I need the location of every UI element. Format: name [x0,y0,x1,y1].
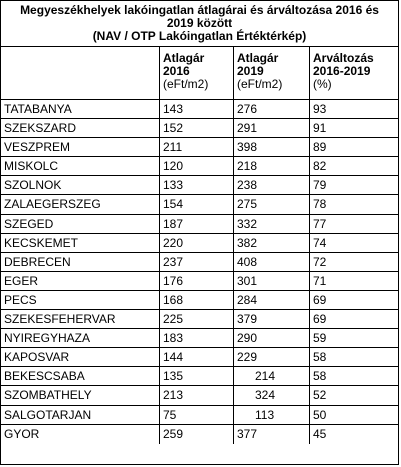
cell-change: 82 [313,159,327,174]
cell-city: PECS [1,291,160,309]
table-row [1,329,398,348]
table-body [1,100,398,444]
cell-price-2019: 275 [234,195,310,213]
cell-city: SZEGED [1,215,160,233]
table-row [1,253,398,272]
cell-change: 45 [313,426,327,441]
cell-change: 69 [313,292,327,307]
cell-change: 89 [313,140,327,155]
table-row [1,406,398,425]
cell-price-2019: 408 [234,253,310,271]
cell-change: 71 [313,273,327,288]
header-change-line2: 2016-2019 [313,64,371,78]
cell-price-2016: 143 [160,100,234,118]
cell-change: 58 [313,369,327,384]
cell-price-2016: 152 [160,119,234,137]
header-price-2019-unit: (eFt/m2) [237,77,283,91]
cell-city: GYOR [1,425,160,444]
cell-price-2016: 259 [160,425,234,444]
cell-price-2016: 211 [160,138,234,156]
cell-city: TATABANYA [1,100,160,118]
cell-city: SALGOTARJAN [1,406,160,424]
cell-change: 74 [313,235,327,250]
table-row [1,176,398,195]
cell-price-2019: 229 [234,348,310,366]
header-change-line1: Arváltozás [313,51,374,65]
cell-price-2016: 176 [160,272,234,290]
cell-change: 78 [313,197,327,212]
header-price-2016-line1: Atlagár [163,51,205,65]
cell-price-2019: 379 [234,310,310,328]
header-price-2019-line2: 2019 [237,64,264,78]
table-row [1,157,398,176]
title-line-3: (NAV / OTP Lakóingatlan Értéktérkép) [92,29,307,43]
cell-city: DEBRECEN [1,253,160,271]
title-line-1: Megyeszékhelyek lakóingatlan átlagárai és árváltozása 2016 és [20,3,379,17]
cell-city: VESZPREM [1,138,160,156]
cell-change: 69 [313,312,327,327]
cell-change: 93 [313,102,327,116]
table-row [1,291,398,310]
cell-change: 91 [313,121,327,136]
cell-price-2016: 144 [160,348,234,366]
table-title [1,1,398,47]
cell-price-2016: 225 [160,310,234,328]
cell-price-2019: 377 [234,425,310,444]
header-change-unit: (%) [313,77,332,91]
cell-city: SZOLNOK [1,176,160,194]
table-row [1,272,398,291]
header-change [310,47,398,99]
cell-price-2019: 284 [234,291,310,309]
cell-price-2019: 238 [234,176,310,194]
cell-price-2016: 237 [160,253,234,271]
header-price-2019 [234,47,310,99]
table-row [1,310,398,329]
cell-price-2019: 214 [234,367,310,385]
cell-price-2016: 220 [160,234,234,252]
table-row [1,195,398,214]
cell-city: ZALAEGERSZEG [1,195,160,213]
cell-city: SZEKESFEHERVAR [1,310,160,328]
header-price-2016-unit: (eFt/m2) [163,77,209,91]
cell-city: SZEKSZARD [1,119,160,137]
table-row [1,119,398,138]
table-header [1,47,398,100]
cell-change: 58 [313,350,327,365]
cell-price-2016: 75 [160,406,234,424]
cell-price-2016: 213 [160,386,234,404]
cell-price-2016: 120 [160,157,234,175]
cell-city: MISKOLC [1,157,160,175]
cell-city: KAPOSVAR [1,348,160,366]
table-row [1,100,398,119]
cell-price-2019: 290 [234,329,310,347]
cell-price-2019: 398 [234,138,310,156]
cell-price-2019: 382 [234,234,310,252]
title-line-2: 2019 között [166,16,233,30]
cell-city: KECSKEMET [1,234,160,252]
cell-price-2019: 276 [234,100,310,118]
cell-change: 77 [313,216,327,231]
cell-price-2019: 332 [234,215,310,233]
table-row [1,386,398,405]
cell-price-2019: 301 [234,272,310,290]
cell-city: SZOMBATHELY [1,386,160,404]
table-row [1,425,398,444]
cell-price-2016: 187 [160,215,234,233]
header-price-2019-line1: Atlagár [237,51,279,65]
cell-price-2016: 135 [160,367,234,385]
table-row [1,138,398,157]
cell-price-2016: 168 [160,291,234,309]
cell-price-2019: 113 [234,406,310,424]
cell-price-2019: 218 [234,157,310,175]
cell-change: 50 [313,407,327,422]
cell-price-2016: 183 [160,329,234,347]
table-row [1,234,398,253]
table-row [1,367,398,386]
cell-price-2016: 133 [160,176,234,194]
cell-city: EGER [1,272,160,290]
table-row [1,348,398,367]
header-price-2016-line2: 2016 [163,64,190,78]
cell-city: NYIREGYHAZA [1,329,160,347]
cell-change: 52 [313,388,327,403]
cell-price-2019: 324 [234,386,310,404]
header-price-2016 [160,47,234,99]
cell-change: 79 [313,178,327,193]
table-row [1,215,398,234]
cell-price-2019: 291 [234,119,310,137]
cell-change: 72 [313,254,327,269]
header-city [1,47,160,99]
cell-price-2016: 154 [160,195,234,213]
cell-change: 59 [313,331,327,346]
cell-city: BEKESCSABA [1,367,160,385]
